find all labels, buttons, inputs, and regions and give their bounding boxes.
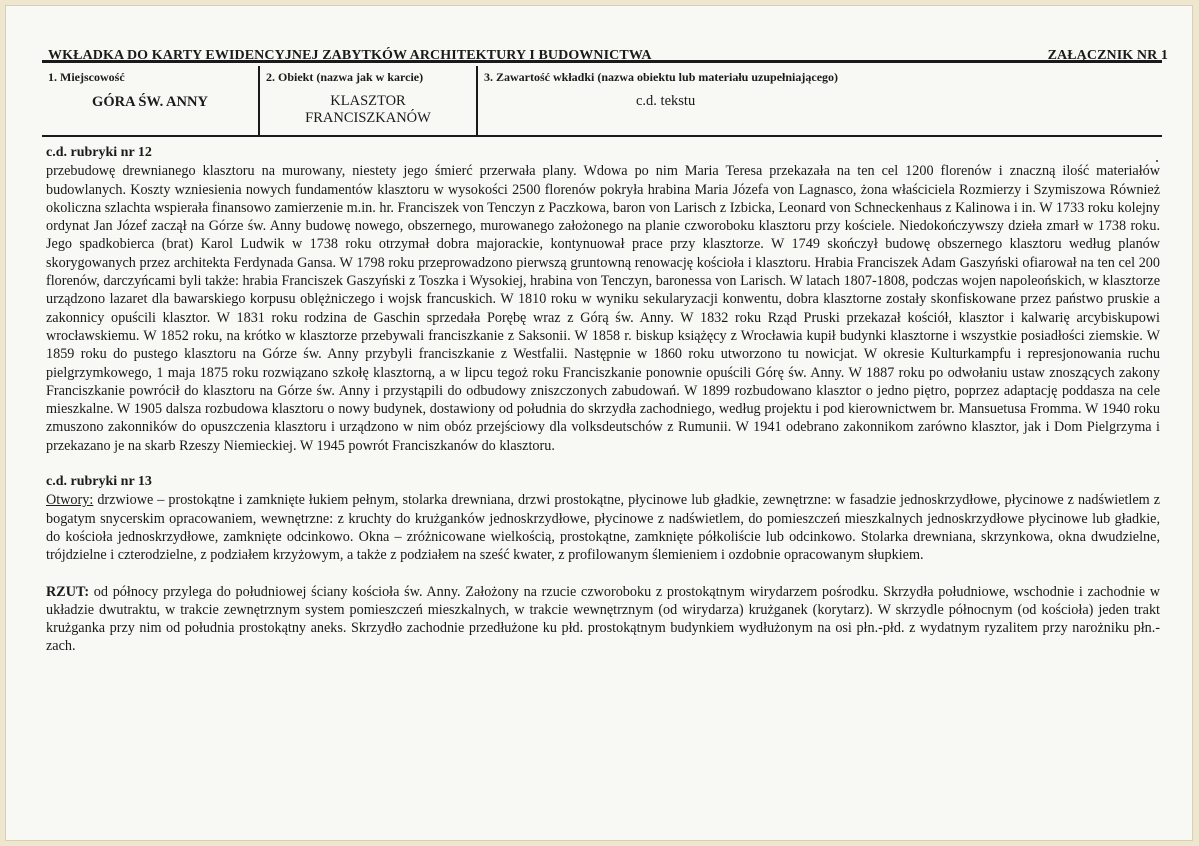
fields-grid	[42, 66, 1162, 137]
locality-cell	[42, 66, 260, 135]
document-body	[46, 144, 1160, 656]
object-value	[266, 93, 470, 127]
object-value-line1: KLASZTOR	[330, 93, 406, 109]
section-12-title: c.d. rubryki nr 12	[46, 145, 152, 160]
section-13-text: drzwiowe – prostokątne i zamknięte łukiem pełnym, stolarka drewniana, drzwi prostokątne, płycinowe lub gładkie, zewnętrzne: w fasadzie jednoskrzydłowe, płycinowe z nadświetlem z bogatym snycerskim opracowaniem, wewnętrzne: z kruchty do krużganków jednoskrzydłowe, płycinowe z nadświetlem, do pomieszczeń mieszkalnych jednoskrzydłowe płycinowe lub gładkie, do kościoła jednoskrzydłowe, zamknięte odcinkowo. Okna – zróżnicowane wielkością, prostokątne, zamknięte półkoliście lub odcinkowo. Stolarka drewniana, skrzynkowa, okna dwudzielne, trójdzielne i czterodzielne, z podziałem krzyżowym, a także z podziałem na sześć kwater, z profilowanym ślemieniem i ozdobnie opracowanym słupkiem.	[46, 492, 1160, 564]
locality-label: 1. Miejscowość	[48, 70, 125, 84]
locality-value: GÓRA ŚW. ANNY	[92, 94, 208, 110]
object-value-line2: FRANCISZKANÓW	[305, 110, 431, 126]
object-label: 2. Obiekt (nazwa jak w karcie)	[266, 70, 424, 84]
section-12-text: przebudowę drewnianego klasztoru na murowany, niestety jego śmierć przerwała plany. Wdowa po nim Maria Teresa przekazała na ten cel 1200 florenów i znaczną ilość materiałów budowlanych. Koszty wzniesienia nowych fundamentów klasztoru w wysokości 2500 florenów pokryła hrabina Maria Józefa von Lagnasco, żona właściciela Rozmierzy i Szymiszowa Również okoliczna szlachta wspierała finansowo zamierzenie m.in. hr. Franciszek von Tenczyn z Paczkowa, baron von Larisch z Izbicka, Leonard von Schneckenhaus z Kalinowa i in. W 1733 roku kolejny ordynat Jan Józef zaczął na Górze św. Anny budowę nowego, obszernego, murowanego założonego na planie czworoboku klasztoru przy kościele. Niedokończywszy dzieła zmarł w 1738 roku. Jego spadkobierca (brat) Karol Ludwik w 1738 roku otrzymał dobra majorackie, kontynuował prace przy klasztorze. W 1749 skończył budowę obszernego klasztoru według planów skorygowanych przez architekta Ferdynada Gansa. W 1798 roku przeprowadzono pierwszą gruntowną renowację kościoła i klasztoru. Hrabia Franciszek Adam Gaszyński ofiarował na ten cel 200 florenów, darczyńcami byli także: hrabia Franciszek Gaszyński z Toszka i Wysokiej, hrabina von Tenczyn, baronessa von Larisch. W latach 1807-1808, podczas wojen napoleońskich, w klasztorze urządzono lazaret dla bawarskiego korpusu oblężniczego i wojsk francuskich. W 1810 roku w wyniku sekularyzacji konwentu, dobra klasztorne zostały skonfiskowane przez państwo pruskie a zakonnicy opuścili klasztor. W 1831 roku rodzina de Gaschin sprzedała Porębę wraz z Górą św. Anny. W 1832 roku Rząd Pruski przekazał kościół, klasztor i kalwarię arcybiskupowi wrocławskiemu. W 1852 roku, na krótko w klasztorze przebywali franciszkanie z Saksonii. W 1858 r. biskup książęcy z Wrocławia kupił budynki klasztorne i wszystkie posiadłości ziemskie. W 1859 roku do pustego klasztoru na Górze św. Anny przybyli franciszkanie z Westfalii. Następnie w 1860 roku utworzono tu nowicjat. W okresie Kulturkampfu i represjonowania ruchu pielgrzymkowego, 1 maja 1875 roku rozwiązano szkołę klasztorną, a w lipcu tegoż roku Franciszkanie ponownie opuścili Górę św. Anny. W 1887 roku po odwołaniu ustaw znoszących zakony Franciszkanie powrócił do klasztoru na Górze św. Anny i przystąpili do odbudowy zniszczonych zabudowań. W 1899 rozbudowano klasztor o jedno piętro, poprzez adaptację poddasza na cele mieszkalne. W 1905 dalsza rozbudowa klasztoru o nowy budynek, dostawiony od południa do skrzydła zachodniego, według projektu i pod kierownictwem br. Mansuetusa Fromma. W 1940 roku zmuszono zakonników do opuszczenia klasztoru i urządzono w nim obóz przejściowy dla volksdeutschów z Rumunii. W 1941 odebrano zakonnikom zarówno klasztor, jak i Dom Pielgrzyma i przekazano je na skarb Rzeszy Niemieckiej. W 1945 powrót Franciszkanów do klasztoru.	[46, 163, 1161, 454]
card-title: WKŁADKA DO KARTY EWIDENCYJNEJ ZABYTKÓW ARCHITEKTURY I BUDOWNICTWA	[48, 48, 652, 63]
section-13-title: c.d. rubryki nr 13	[46, 474, 152, 490]
object-cell	[260, 66, 478, 135]
section-13-lead: Otwory:	[46, 492, 94, 509]
rzut-lead: RZUT:	[46, 583, 90, 600]
contents-label: 3. Zawartość wkładki (nazwa obiektu lub materiału uzupełniającego)	[484, 70, 839, 84]
section-13-paragraph	[46, 491, 1160, 564]
rzut-text: od północy przylega do południowej ściany kościoła św. Anny. Założony na rzucie czworoboku z prostokątnym wirydarzem pośrodku. Skrzydła południowe, wschodnie i zachodnie w układzie dwutraktu, w trakcie zewnętrznym system pomieszczeń mieszkalnych, w trakcie wewnętrznym (od wirydarza) krużganek (korytarz). W skrzydle północnym (od kościoła) jeden trakt krużganka przy nim od południa prostokątny aneks. Skrzydło zachodnie przedłużone ku płd. prostokątnym budynkiem wydłużonym na osi płn.-płd. z wydatnym ryzalitem przy narożniku płn.- zach.	[46, 583, 1160, 655]
rzut-paragraph	[46, 583, 1160, 656]
attachment-number: ZAŁĄCZNIK NR 1	[1047, 48, 1168, 63]
header-rule	[42, 60, 1162, 63]
contents-value: c.d. tekstu	[636, 93, 696, 109]
contents-cell	[478, 66, 1162, 135]
